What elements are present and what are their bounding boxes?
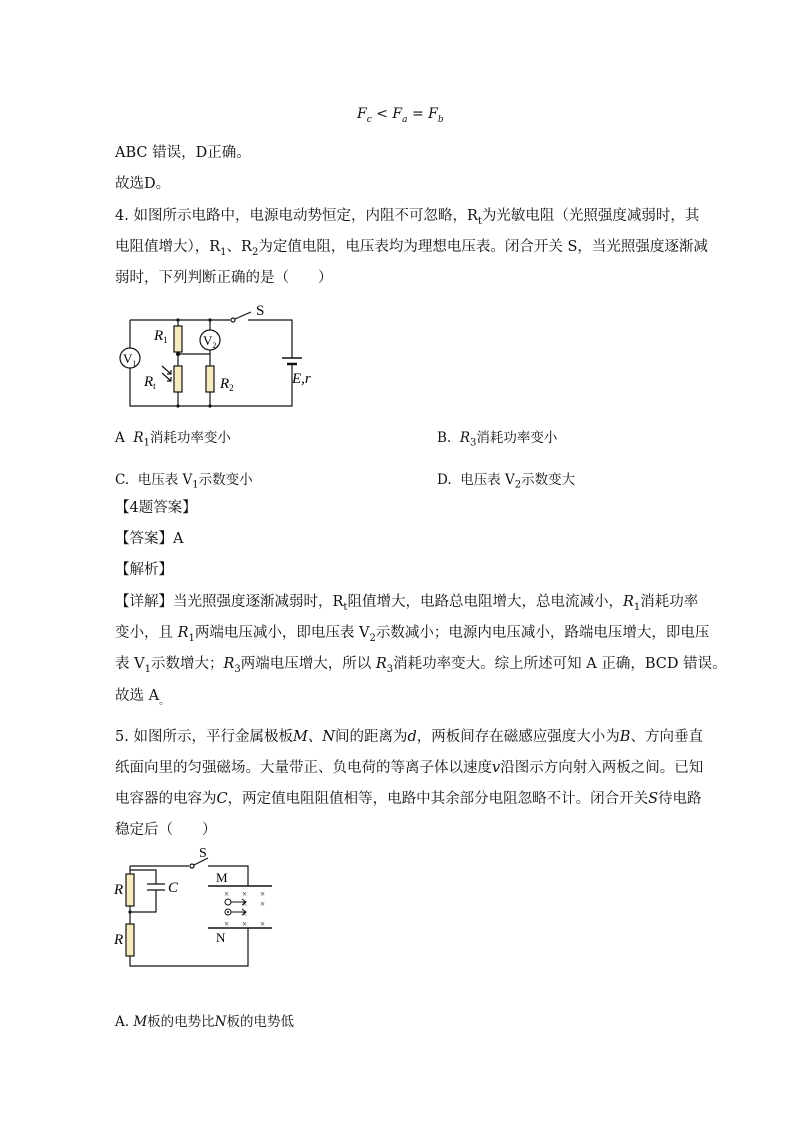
- svg-text:×: ×: [242, 919, 248, 929]
- q5-plate-m-label: M: [216, 870, 228, 885]
- q5-cap-label: C: [168, 880, 179, 896]
- svg-text:×: ×: [224, 919, 230, 929]
- q5-circuit-diagram: [112, 846, 282, 972]
- q4-line3: 弱时，下列判断正确的是（ ）: [115, 270, 333, 286]
- prev-conclusion: ABC 错误，D正确。: [115, 145, 251, 161]
- q4-detail-line3: 表 $V_1$示数增大；$R_3$两端电压增大，所以 $R_3$消耗功率变大。综上所述可知 A 正确，BCD 错误。: [115, 656, 727, 675]
- q4-option-d[interactable]: D. 电压表 $V_2$示数变大: [437, 472, 576, 491]
- q4-r1-label: $R_1$: [154, 328, 168, 345]
- q5-line3: 电容器的电容为C，两定值电阻阻值相等，电路中其余部分电阻忽略不计。闭合开关S待电路: [115, 791, 702, 807]
- q5-line1: 5. 如图所示，平行金属极板M、N间的距离为d，两板间存在磁感应强度大小为B、方向垂直: [115, 729, 703, 745]
- q4-answer-tag: 【4题答案】: [115, 500, 197, 516]
- q4-circuit-diagram: [112, 298, 342, 414]
- svg-text:×: ×: [242, 889, 248, 899]
- q4-line2: 电阻值增大），$R_1$、$R_2$为定值电阻，电压表均为理想电压表。闭合开关 S，当光照强度逐渐减: [115, 239, 708, 258]
- svg-text:×: ×: [224, 889, 230, 899]
- q4-answer: 【答案】A: [115, 531, 184, 547]
- q4-detail-end: 故选 $A_。$: [115, 688, 170, 707]
- svg-text:×: ×: [260, 889, 266, 899]
- q4-option-b[interactable]: B. $R_3$消耗功率变小: [437, 430, 558, 449]
- q4-detail-line2: 变小，且 $R_1$两端电压减小，即电压表 $V_2$示数减小；电源内电压减小，路端电压增大，即电压: [115, 625, 710, 644]
- svg-text:×: ×: [260, 919, 266, 929]
- q4-analysis-tag: 【解析】: [115, 562, 173, 578]
- q4-option-a[interactable]: A $R_1$消耗功率变小: [115, 430, 231, 449]
- svg-text:×: ×: [260, 899, 266, 909]
- q5-r-top-label: R: [114, 882, 124, 898]
- q5-switch-label: S: [199, 846, 207, 861]
- svg-text:×: ×: [242, 899, 248, 909]
- q4-detail-line1: 【详解】当光照强度逐渐减弱时，$R_t$阻值增大，电路总电阻增大，总电流减小，$R_1$消耗功率: [115, 594, 699, 613]
- q4-v2-label: $V_2$: [203, 333, 217, 350]
- q4-switch-label: S: [256, 303, 265, 319]
- q5-line4: 稳定后（ ）: [115, 822, 217, 838]
- q5-line2: 纸面向里的匀强磁场。大量带正、负电荷的等离子体以速度v沿图示方向射入两板之间。已知: [115, 760, 704, 776]
- q4-v1-label: $V_1$: [123, 351, 137, 368]
- q5-plate-n-label: N: [216, 930, 226, 945]
- svg-text:×: ×: [242, 909, 248, 919]
- q4-r2-label: $R_2$: [220, 376, 234, 393]
- formula-prev: $F_c < F_a = F_b$: [357, 106, 444, 125]
- q4-rt-label: $R_t$: [144, 374, 156, 391]
- q5-option-a[interactable]: A. M板的电势比N板的电势低: [115, 1014, 294, 1030]
- q5-r-bottom-label: R: [114, 932, 124, 948]
- q4-line1: 4. 如图所示电路中，电源电动势恒定，内阻不可忽略，$R_t$为光敏电阻（光照强度减弱时，其: [115, 208, 700, 227]
- q4-source-label: E,r: [292, 371, 311, 387]
- q4-option-c[interactable]: C. 电压表 $V_1$示数变小: [115, 472, 253, 491]
- prev-choice: 故选D。: [115, 176, 171, 192]
